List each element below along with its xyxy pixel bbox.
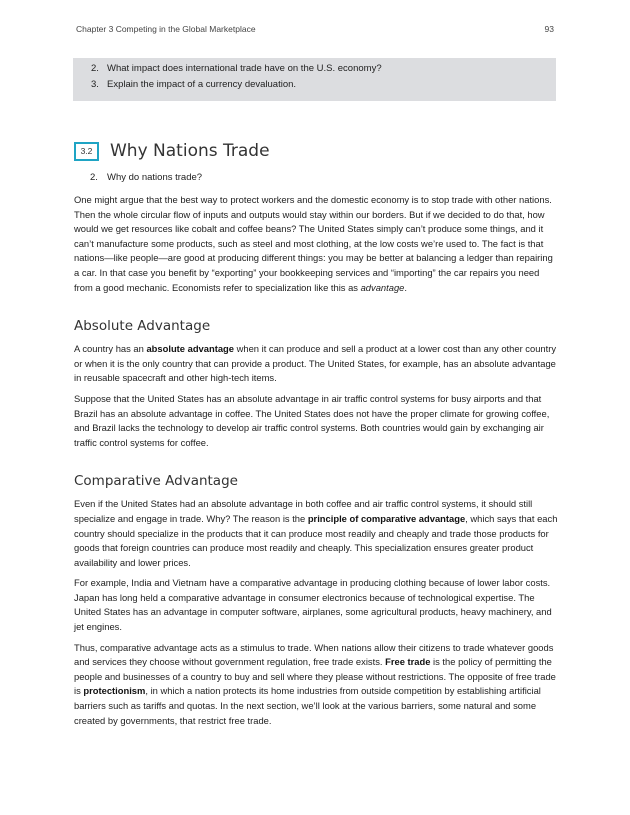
absolute-advantage-heading: Absolute Advantage (74, 318, 211, 335)
section-heading (74, 138, 560, 164)
comparative-paragraph-2: For example, India and Vietnam have a comparative advantage in producing clothing because of lower labor costs. Japan has long held a comparative advantage in consumer electronics because of technological expertise. The United States has an advantage in computer software, airplanes, some agricultural products, heavy machinery, and jet engines. (74, 577, 552, 633)
comparative-paragraph-1: Even if the United States had an absolute advantage in both coffee and air traffic control systems, it should still specialize and engage in trade. Why? The reason is the principle of comparative advantage, which says that each country should specialize in the products that it can produce most readily and cheaply and trade those products for goods that foreign countries can produce most readily and cheaply. This specialization ensures greater product availability and lower prices. (74, 498, 558, 568)
page-number: 93 (544, 24, 554, 34)
main-content (74, 138, 560, 734)
comparative-paragraph-3: Thus, comparative advantage acts as a stimulus to trade. When nations allow their citizens to trade whatever goods and services they choose without government regulation, free trade exists. Free trade is the policy of permitting the people and businesses of a country to buy and sell where they please without restrictions. The opposite of free trade is protectionism, in which a nation protects its home industries from outside competition by establishing artificial barriers such as tariffs and quotas. In the next section, we’ll look at the various barriers, some natural and some created by governments, that restrict free trade. (74, 641, 556, 726)
term-comparative-advantage: principle of comparative advantage (307, 512, 466, 524)
learning-objective: 2. Why do nations trade? (90, 172, 203, 183)
review-questions-box (73, 58, 556, 101)
absolute-paragraph-1: A country has an absolute advantage when it can produce and sell a product at a lower cost than any other country or when it is the only country that can provide a product. The United States, for example, has an absolute advantage in reusable spacecraft and other high-tech items. (74, 343, 557, 384)
absolute-paragraph-2: Suppose that the United States has an absolute advantage in air traffic control systems for busy airports and that Brazil has an absolute advantage in coffee. The United States does not have the proper climate for growing coffee, and Brazil lacks the technology to develop air traffic control systems. Both countries would gain by exchanging air traffic control systems for coffee. (74, 392, 550, 448)
review-question: 2. What impact does international trade have on the U.S. economy? (91, 63, 382, 74)
review-question: 3. Explain the impact of a currency devaluation. (91, 79, 297, 90)
term-protectionism: protectionism (83, 685, 146, 697)
term-advantage: advantage (360, 281, 405, 293)
term-free-trade: Free trade (385, 656, 431, 668)
section-title: Why Nations Trade (110, 141, 270, 161)
term-absolute-advantage: absolute advantage (146, 343, 234, 355)
intro-paragraph: One might argue that the best way to protect workers and the domestic economy is to stop trade with other nations. Then the whole circular flow of inputs and outputs would stay within our borders. But if we decided to do that, how would we get resources like cobalt and coffee beans? The United States simply can’t produce some things, and it can’t manufacture some products, such as steel and most clothing, at the low costs we’re used to. The fact is that nations—like people—are good at producing different things: you may be better at balancing a ledger than repairing a car. In that case you benefit by “exporting” your bookkeeping services and “importing” the car repairs you need from a good mechanic. Economists refer to specialization like this as advantage. (74, 194, 553, 293)
comparative-advantage-heading: Comparative Advantage (74, 473, 238, 490)
section-number-badge: 3.2 (74, 142, 99, 161)
page-header (76, 24, 554, 34)
chapter-title: Chapter 3 Competing in the Global Marketplace (76, 24, 256, 34)
